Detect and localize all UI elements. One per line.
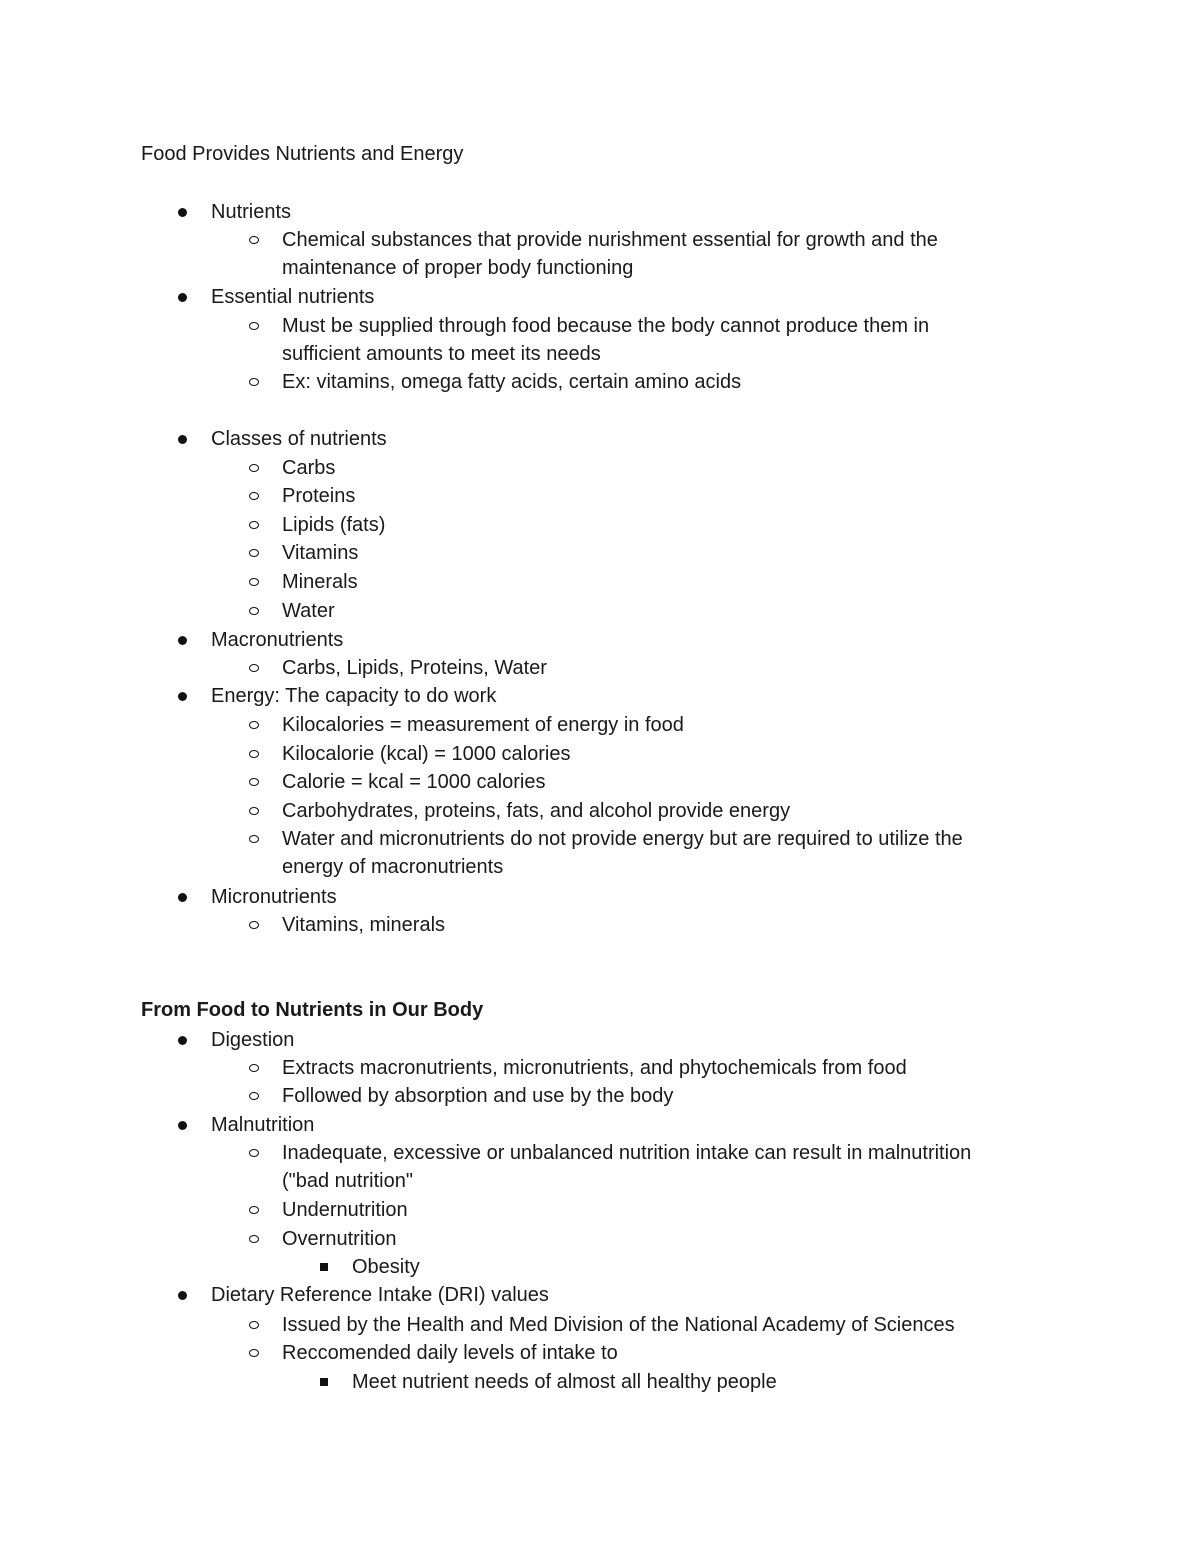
bullet-icon [178,692,187,701]
circle-bullet-icon [249,1149,259,1157]
list-item: Reccomended daily levels of intake to [282,1342,618,1364]
list-item: Meet nutrient needs of almost all healthy people [352,1371,777,1393]
bullet-icon [178,435,187,444]
list-item-continuation: maintenance of proper body functioning [282,257,634,279]
list-item: Carbohydrates, proteins, fats, and alcohol provide energy [282,800,791,822]
list-item: Ex: vitamins, omega fatty acids, certain amino acids [282,371,742,393]
bullet-icon [178,893,187,902]
circle-bullet-icon [249,236,259,244]
bullet-icon [178,1291,187,1300]
list-item: Dietary Reference Intake (DRI) values [211,1284,549,1306]
list-item: Lipids (fats) [282,514,386,536]
circle-bullet-icon [249,721,259,729]
circle-bullet-icon [249,492,259,500]
list-item: Must be supplied through food because the body cannot produce them in [282,315,930,337]
list-item: Water [282,600,335,622]
list-item: Followed by absorption and use by the body [282,1085,674,1107]
list-item: Nutrients [211,201,292,223]
circle-bullet-icon [249,1235,259,1243]
circle-bullet-icon [249,1206,259,1214]
list-item: Chemical substances that provide nurishment essential for growth and the [282,229,938,251]
circle-bullet-icon [249,921,259,929]
list-item-continuation: energy of macronutrients [282,856,504,878]
list-item: Issued by the Health and Med Division of the National Academy of Sciences [282,1314,955,1336]
list-item: Carbs, Lipids, Proteins, Water [282,657,547,679]
bullet-icon [178,636,187,645]
circle-bullet-icon [249,750,259,758]
circle-bullet-icon [249,835,259,843]
circle-bullet-icon [249,378,259,386]
list-item: Essential nutrients [211,286,375,308]
list-item: Carbs [282,457,336,479]
circle-bullet-icon [249,664,259,672]
list-item: Minerals [282,571,358,593]
list-item: Water and micronutrients do not provide energy but are required to utilize the [282,828,963,850]
list-item: Micronutrients [211,886,337,908]
list-item: Macronutrients [211,629,344,651]
list-item: Calorie = kcal = 1000 calories [282,771,546,793]
list-item: Kilocalorie (kcal) = 1000 calories [282,743,571,765]
list-item: Energy: The capacity to do work [211,685,497,707]
section-heading: From Food to Nutrients in Our Body [141,999,484,1021]
section-title: Food Provides Nutrients and Energy [141,143,464,165]
circle-bullet-icon [249,322,259,330]
list-item: Undernutrition [282,1199,408,1221]
circle-bullet-icon [249,778,259,786]
list-item: Overnutrition [282,1228,397,1250]
list-item: Inadequate, excessive or unbalanced nutrition intake can result in malnutrition [282,1142,972,1164]
circle-bullet-icon [249,1064,259,1072]
list-item: Extracts macronutrients, micronutrients, and phytochemicals from food [282,1057,907,1079]
list-item: Kilocalories = measurement of energy in food [282,714,684,736]
circle-bullet-icon [249,1321,259,1329]
list-item: Vitamins [282,542,359,564]
list-item: Malnutrition [211,1114,315,1136]
bullet-icon [178,208,187,217]
circle-bullet-icon [249,578,259,586]
circle-bullet-icon [249,607,259,615]
square-bullet-icon [320,1263,328,1271]
circle-bullet-icon [249,549,259,557]
list-item-continuation: ("bad nutrition" [282,1170,413,1192]
circle-bullet-icon [249,1092,259,1100]
bullet-icon [178,1121,187,1130]
list-item-continuation: sufficient amounts to meet its needs [282,343,601,365]
bullet-icon [178,1036,187,1045]
list-item: Digestion [211,1029,295,1051]
circle-bullet-icon [249,807,259,815]
square-bullet-icon [320,1378,328,1386]
list-item: Obesity [352,1256,420,1278]
list-item: Classes of nutrients [211,428,387,450]
bullet-icon [178,293,187,302]
list-item: Vitamins, minerals [282,914,446,936]
circle-bullet-icon [249,1349,259,1357]
circle-bullet-icon [249,521,259,529]
circle-bullet-icon [249,464,259,472]
list-item: Proteins [282,485,356,507]
